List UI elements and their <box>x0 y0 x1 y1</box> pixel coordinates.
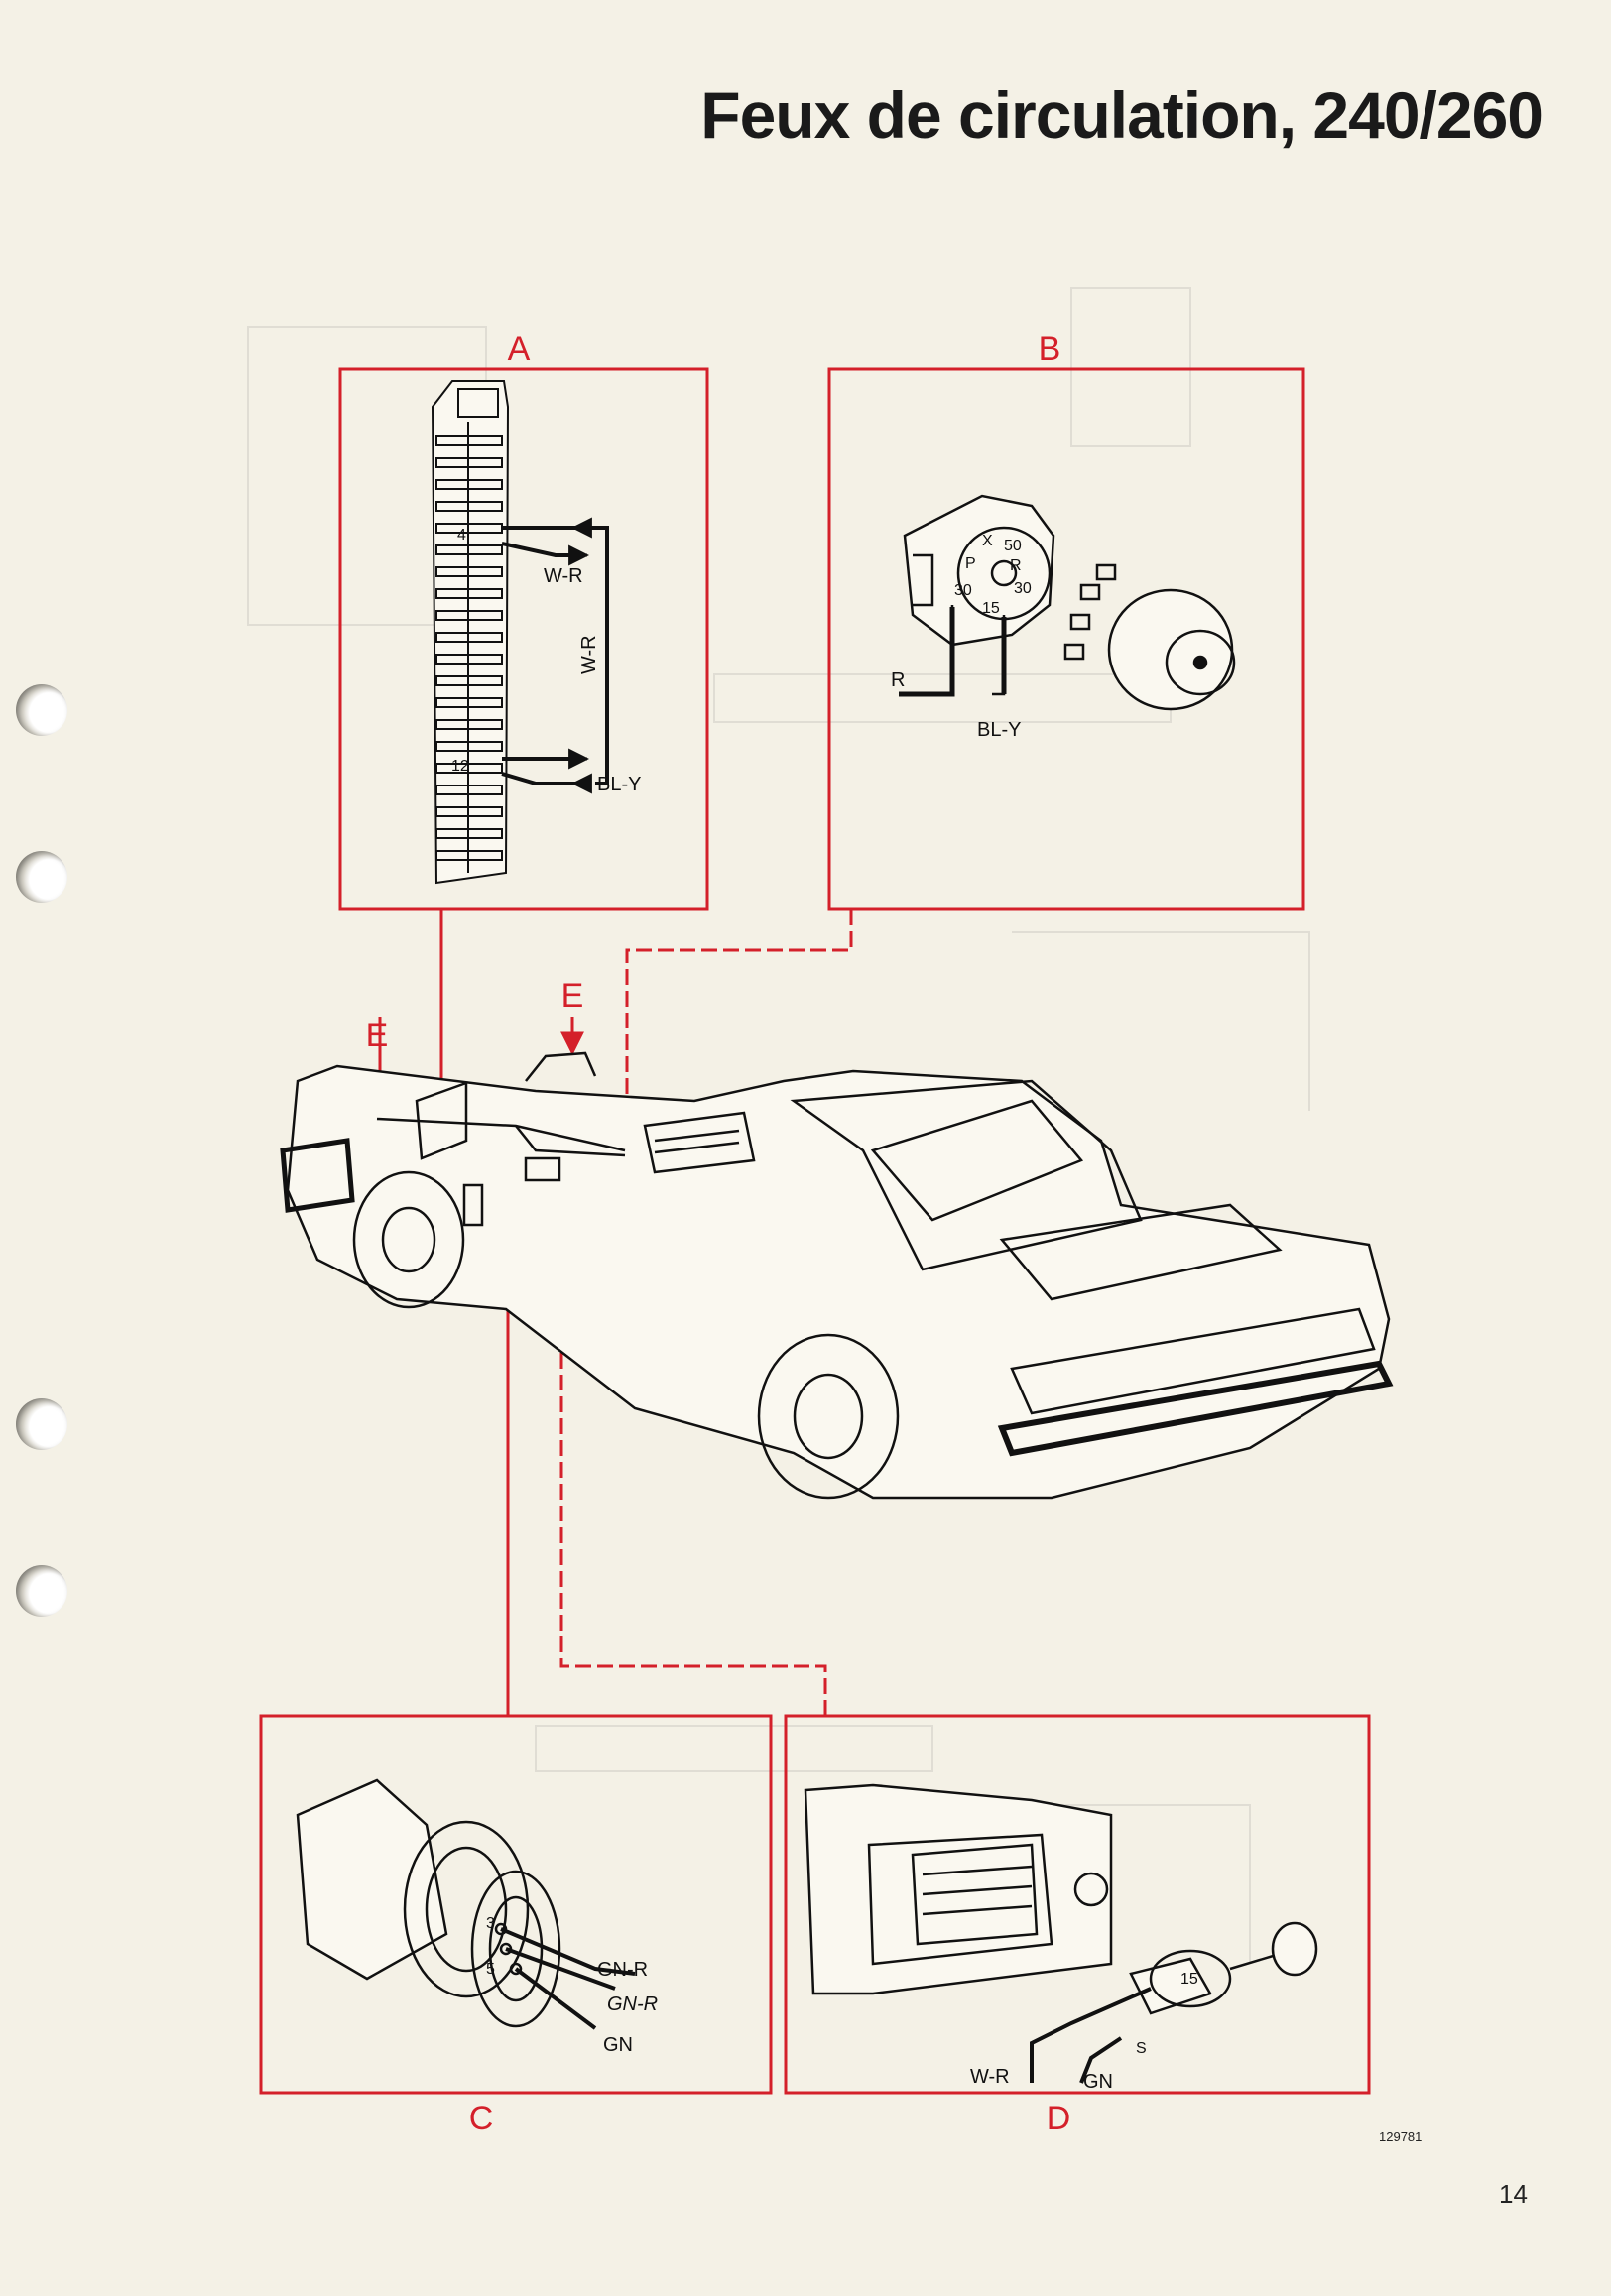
locator-label-e-left: E <box>365 1017 389 1054</box>
terminal-r: R <box>1010 557 1022 574</box>
wire-label-gn-r: GN-R <box>597 1959 649 1981</box>
connector-pin-3: 3 <box>486 1915 495 1932</box>
page-number: 14 <box>1499 2179 1528 2209</box>
wire-label-bl-y: BL-Y <box>597 774 642 795</box>
light-switch-illustration <box>806 1785 1316 2013</box>
terminal-p: P <box>965 555 976 572</box>
connector-pin-5: 5 <box>486 1961 495 1978</box>
wire-label-w-r: W-R <box>544 565 583 587</box>
panel-label-c: C <box>468 2100 494 2137</box>
page-title: Feux de circulation, 240/260 <box>700 78 1543 152</box>
terminal-50: 50 <box>1004 538 1022 554</box>
fuse-box-illustration <box>433 381 508 883</box>
panel-label-a: A <box>507 330 531 368</box>
fuse-pin-12: 12 <box>451 758 469 775</box>
wire-label-gn: GN <box>1083 2071 1113 2093</box>
fuse-pin-4: 4 <box>457 527 466 544</box>
terminal-15: 15 <box>982 600 1000 617</box>
ignition-lock-cylinder <box>1065 565 1234 709</box>
switch-terminal-15: 15 <box>1180 1971 1198 1988</box>
document-number: 129781 <box>1379 2129 1423 2144</box>
light-switch-wires <box>1032 1989 1151 2083</box>
panel-label-d: D <box>1046 2100 1071 2137</box>
terminal-30-right: 30 <box>1014 580 1032 597</box>
switch-terminal-s: S <box>1136 2040 1147 2057</box>
panel-label-b: B <box>1038 330 1061 368</box>
wire-label-gn: GN <box>603 2034 633 2056</box>
column-switch-illustration <box>298 1780 559 2026</box>
terminal-x: X <box>982 533 993 549</box>
wire-label-w-r: W-R <box>970 2066 1010 2088</box>
car-illustration <box>283 1053 1389 1498</box>
terminal-30-left: 30 <box>954 582 972 599</box>
wire-label-bl-y: BL-Y <box>977 719 1022 741</box>
wire-label-w-r-vertical: W-R <box>578 635 600 674</box>
wire-label-r: R <box>891 669 906 691</box>
locator-label-e-right: E <box>560 977 584 1015</box>
panel-frame-a <box>340 369 707 909</box>
wire-label-gn-r-2: GN-R <box>607 1994 659 2015</box>
